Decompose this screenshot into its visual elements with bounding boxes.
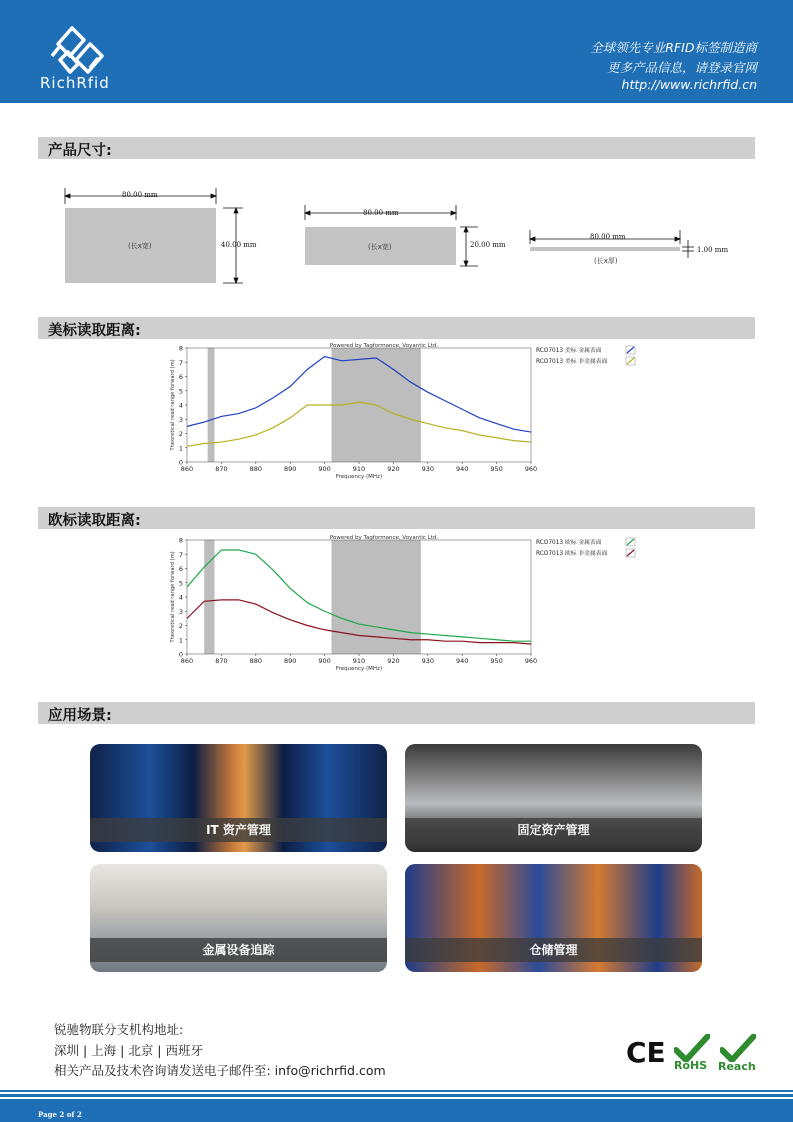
y-tick-label: 3	[178, 415, 183, 424]
x-tick-label: 960	[524, 465, 538, 473]
x-tick-label: 960	[524, 657, 538, 665]
y-tick-label: 2	[178, 430, 183, 438]
scene-fixed-asset	[405, 744, 702, 852]
rohs-check-icon	[674, 1034, 710, 1062]
y-tick-label: 7	[178, 550, 183, 559]
x-tick-label: 920	[387, 465, 400, 473]
x-tick-label: 910	[352, 657, 366, 665]
y-tick-label: 4	[178, 401, 183, 410]
tag-front-large-label: (长x宽)	[128, 242, 152, 250]
shaded-band-0	[204, 540, 214, 654]
reach-check-icon	[720, 1034, 756, 1062]
x-tick-label: 950	[490, 465, 503, 473]
thin-height-label: 1.00 mm	[697, 246, 729, 254]
y-tick-label: 5	[178, 387, 183, 396]
scene-warehouse-caption: 仓储管理	[405, 938, 702, 962]
x-axis-label: Frequency (MHz)	[335, 474, 383, 480]
x-tick-label: 880	[249, 465, 263, 473]
logo-text: RichRfid	[40, 74, 110, 92]
section-us-range	[38, 317, 755, 339]
y-tick-label: 1	[178, 444, 183, 453]
tagline-line-1: 全球领先专业RFID标签制造商	[590, 40, 757, 55]
y-tick-label: 2	[178, 622, 183, 630]
reach-label: Reach	[718, 1060, 756, 1073]
scene-it-asset	[90, 744, 387, 852]
x-tick-label: 930	[421, 465, 435, 473]
y-tick-label: 8	[178, 536, 183, 545]
x-tick-label: 870	[215, 465, 228, 473]
big-width-label: 80.00 mm	[122, 191, 158, 199]
y-axis-label: Theoretical read range forward (m)	[170, 359, 176, 451]
x-tick-label: 900	[318, 657, 331, 665]
x-axis-label: Frequency (MHz)	[335, 666, 383, 672]
tag-front-small-label: (长x宽)	[368, 243, 392, 251]
section-size	[38, 137, 755, 159]
x-tick-label: 870	[215, 657, 228, 665]
footer-divider-thin-2	[0, 1094, 793, 1097]
y-tick-label: 6	[178, 373, 183, 381]
x-tick-label: 940	[455, 465, 469, 473]
footer-divider-thin	[0, 1090, 793, 1092]
x-tick-label: 890	[283, 465, 297, 473]
y-tick-label: 5	[178, 579, 183, 588]
mid-height-label: 20.00 mm	[470, 241, 506, 249]
y-tick-label: 8	[178, 344, 183, 353]
footer-bar	[0, 1099, 793, 1122]
section-eu-range	[38, 507, 755, 529]
tagline-url[interactable]: http://www.richrfid.cn	[621, 77, 757, 92]
x-tick-label: 950	[490, 657, 503, 665]
legend-label-0: RCO7013 欧标 金属表面	[536, 540, 602, 546]
footer-branches-title: 锐驰物联分支机构地址:	[54, 1022, 184, 1037]
rohs-label: RoHS	[674, 1059, 708, 1072]
y-tick-label: 3	[178, 607, 183, 616]
legend-label-0: RCO7013 美标 金属表面	[536, 348, 602, 354]
y-tick-label: 6	[178, 565, 183, 573]
page-number: Page 2 of 2	[38, 1110, 82, 1119]
section-application-title: 应用场景:	[48, 708, 112, 724]
x-tick-label: 910	[352, 465, 366, 473]
y-tick-label: 7	[178, 358, 183, 367]
thin-width-label: 80.00 mm	[590, 233, 626, 241]
section-eu-title: 欧标读取距离:	[48, 513, 141, 529]
mid-width-label: 80.00 mm	[363, 209, 399, 217]
x-tick-label: 900	[318, 465, 331, 473]
section-us-title: 美标读取距离:	[48, 323, 141, 339]
y-tick-label: 4	[178, 593, 183, 602]
x-tick-label: 860	[180, 465, 194, 473]
section-application	[38, 702, 755, 724]
x-tick-label: 890	[283, 657, 297, 665]
x-tick-label: 920	[387, 657, 400, 665]
section-size-title: 产品尺寸:	[48, 143, 112, 159]
scene-it-asset-caption: IT 资产管理	[90, 818, 387, 842]
scene-warehouse	[405, 864, 702, 972]
big-height-label: 40.00 mm	[221, 241, 257, 249]
y-tick-label: 0	[178, 458, 183, 467]
page-header	[0, 0, 793, 103]
footer-branches: 深圳 | 上海 | 北京 | 西班牙	[54, 1043, 203, 1058]
tag-side-thin	[530, 247, 680, 251]
x-tick-label: 930	[421, 657, 435, 665]
y-axis-label: Theoretical read range forward (m)	[170, 551, 176, 643]
y-tick-label: 0	[178, 650, 183, 659]
x-tick-label: 880	[249, 657, 263, 665]
scene-metal-equipment	[90, 864, 387, 972]
x-tick-label: 860	[180, 657, 194, 665]
scene-metal-equipment-caption: 金属设备追踪	[90, 938, 387, 962]
legend-label-1: RCO7013 美标 非金属表面	[536, 359, 608, 365]
x-tick-label: 940	[455, 657, 469, 665]
shaded-band-0	[208, 348, 215, 462]
chart-title: Powered by Tagformance, Voyantic Ltd.	[329, 535, 439, 541]
y-tick-label: 1	[178, 636, 183, 645]
scene-fixed-asset-caption: 固定资产管理	[405, 818, 702, 842]
legend-label-1: RCO7013 欧标 非金属表面	[536, 551, 608, 557]
tag-side-thin-label: (长x厚)	[594, 257, 618, 265]
tagline-line-2: 更多产品信息，请登录官网	[606, 60, 757, 75]
chart-title: Powered by Tagformance, Voyantic Ltd.	[329, 343, 439, 349]
us-read-range-chart	[160, 340, 640, 490]
ce-mark-icon: CE	[626, 1036, 666, 1069]
footer-contact: 相关产品及技术咨询请发送电子邮件至: info@richrfid.com	[54, 1063, 386, 1078]
eu-read-range-chart	[160, 532, 640, 682]
